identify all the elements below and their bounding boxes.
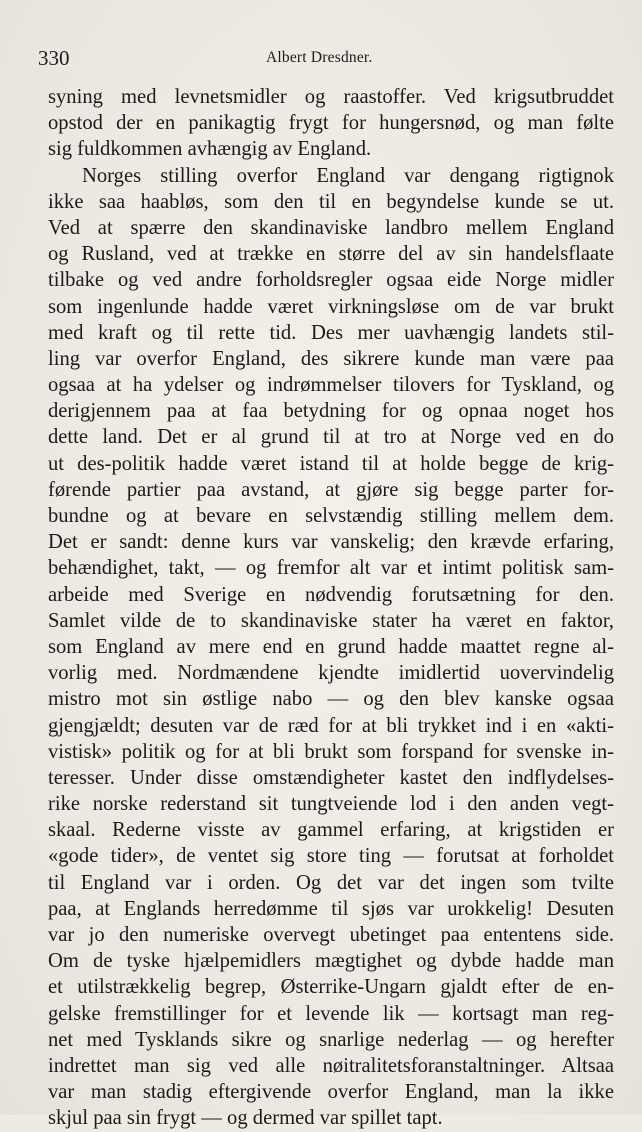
text-line: et utilstrækkelig begrep, Østerrike-Ungarn gjaldt efter de en- [48,976,614,999]
running-title: Albert Dresdner. [266,49,373,66]
text-line: vorlig med. Nordmændene kjendte imidlertid uovervindelig [48,662,614,685]
text-line: som England av mere end en grund hadde maattet regne al- [48,635,614,658]
page-number: 330 [38,46,70,70]
text-line: ikke saa haabløs, som den til en begyndelse kunde se ut. [48,190,614,213]
text-line: teresser. Under disse omstændigheter kastet den indflydelses- [48,766,614,789]
text-line: var man stadig eftergivende overfor England, man la ikke [48,1081,614,1104]
text-line: bundne og at bevare en selvstændig stilling mellem dem. [48,505,614,527]
page-header [38,46,598,76]
text-line: og Rusland, ved at trække en større del av sin handelsflaate [48,243,614,266]
text-line: sig fuldkommen avhængig av England. [48,138,372,161]
text-line: rike norske rederstand sit tungtveiende lod i den anden vegt- [48,793,614,816]
text-line: indrettet man sig ved alle nøitralitetsforanstaltninger. Altsaa [48,1054,614,1077]
text-line: ling var overfor England, des sikrere kunde man være paa [48,347,614,370]
text-line: mistro mot sin østlige nabo — og den blev kanske ogsaa [48,688,614,711]
text-line: gjengjældt; desuten var de ræd for at bli trykket ind i en «akti- [48,714,614,737]
text-line: ut des-politik hadde været istand til at holde begge de krig- [48,452,614,475]
text-line: gelske fremstillinger for et levende lik — kortsagt man reg- [48,1002,614,1025]
text-line: opstod der en panikagtig frygt for hungersnød, og man følte [48,112,614,135]
text-line: skjul paa sin frygt — og dermed var spillet tapt. [48,1107,443,1130]
text-line: med kraft og til rette tid. Des mer uavhængig landets stil- [48,321,614,344]
text-line: Om de tyske hjælpemidlers mægtighet og dybde hadde man [48,950,614,973]
text-line: arbeide med Sverige en nødvendig forutsætning for den. [48,583,614,606]
text-line: Det er sandt: denne kurs var vanskelig; den krævde erfaring, [48,531,614,554]
text-line: Norges stilling overfor England var dengang rigtignok [82,164,614,187]
text-line: var jo den numeriske overvegt ubetinget paa ententens side. [48,924,614,946]
text-line: paa, at Englands herredømme til sjøs var urokkelig! Desuten [48,897,614,920]
text-line: Samlet vilde de to skandinaviske stater ha været en faktor, [48,609,614,632]
text-line: ogsaa at ha ydelser og indrømmelser tilovers for Tyskland, og [48,374,614,397]
text-line: vistisk» politik og for at bli brukt som forspand for svenske in- [48,740,614,763]
text-line: skaal. Rederne visste av gammel erfaring, at krigstiden er [48,819,614,842]
text-line: til England var i orden. Og det var det ingen som tvilte [48,871,614,894]
text-line: syning med levnetsmidler og raastoffer. Ved krigsutbruddet [48,86,614,108]
text-line: derigjennem paa at faa betydning for og opnaa noget hos [48,400,614,423]
text-line: dette land. Det er al grund til at tro at Norge ved en do [48,426,614,449]
text-line: som ingenlunde hadde været virkningsløse om de var brukt [48,295,614,318]
text-line: net med Tysklands sikre og snarlige nederlag — og herefter [48,1028,614,1051]
text-line: «gode tider», de ventet sig store ting — forutsat at forholdet [48,845,614,868]
text-line: førende partier paa avstand, at gjøre sig begge parter for- [48,478,614,501]
text-line: behændighet, takt, — og fremfor alt var et intimt politisk sam- [48,557,614,580]
text-line: tilbake og ved andre forholdsregler ogsaa eide Norge midler [48,269,614,292]
text-line: Ved at spærre den skandinaviske landbro mellem England [48,216,614,239]
body-text [48,84,614,1132]
